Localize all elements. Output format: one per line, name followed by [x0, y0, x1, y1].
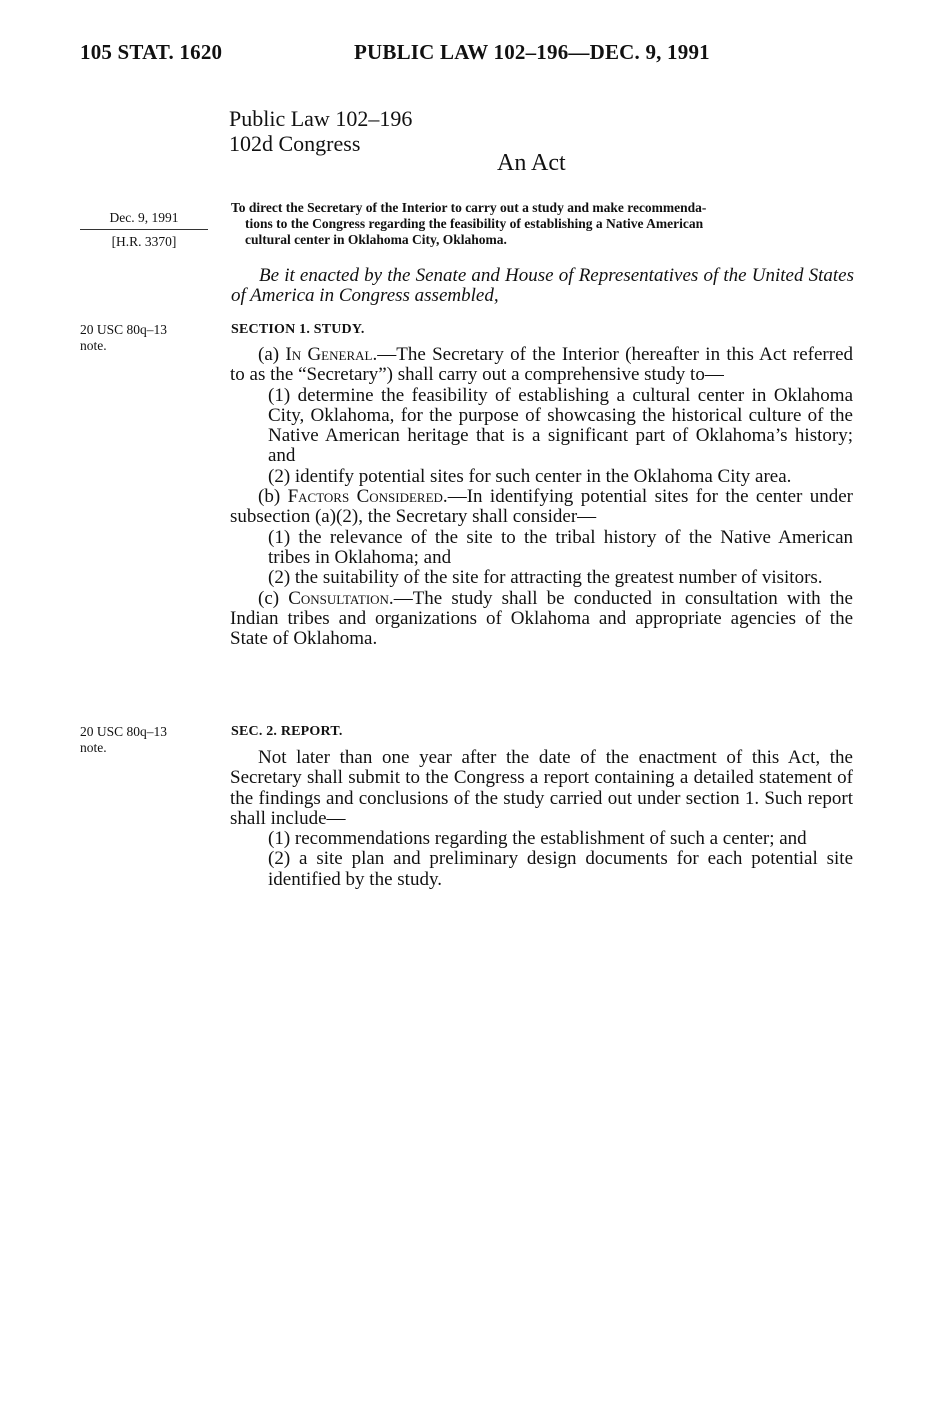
subsection-heading: Factors Considered.: [287, 486, 448, 508]
long-title-line: cultural center in Oklahoma City, Oklahoma.: [245, 232, 507, 247]
subsection-heading: In General.: [285, 344, 378, 365]
margin-note-label: note.: [80, 740, 107, 755]
section-2-body: [230, 748, 853, 890]
section-2-text: Not later than one year after the date of the enactment of this Act, the Secretary shall submit to the Congress a report containing a detailed statement of the findings and conclusions of the study carried out under section 1. Such report shall include—: [230, 747, 853, 829]
margin-date: Dec. 9, 1991: [109, 210, 179, 225]
running-head-page-number: 105 STAT. 1620: [80, 40, 223, 64]
section-2-heading: SEC. 2. REPORT.: [231, 724, 343, 739]
enacting-clause: [231, 266, 854, 306]
subsection-b: [230, 487, 853, 528]
subsection-text: —In identifying potential sites for the center under subsection (a)(2), the Secretary shall consider—: [230, 486, 854, 528]
subsection-label: (c): [258, 587, 289, 609]
subsection-text: —The study shall be conducted in consultation with the Indian tribes and organizations of Oklahoma and appropriate agencies of the State of Oklahoma.: [230, 587, 853, 650]
long-title-line: tions to the Congress regarding the feasibility of establishing a Native American: [245, 216, 704, 231]
paragraph-b2: (2) the suitability of the site for attracting the greatest number of visitors.: [268, 567, 823, 589]
paragraph-b1: (1) the relevance of the site to the tribal history of the Native American tribes in Oklahoma; and: [268, 526, 853, 568]
congress-number: 102d Congress: [229, 131, 361, 156]
section-1-heading: SECTION 1. STUDY.: [231, 322, 365, 337]
an-act-heading: An Act: [497, 150, 566, 176]
margin-note-label: note.: [80, 338, 107, 353]
subsection-label: (b): [258, 486, 288, 508]
subsection-c: [230, 589, 853, 650]
margin-note-citation: 20 USC 80q–13: [80, 322, 168, 337]
subsection-heading: Consultation.: [288, 587, 394, 609]
public-law-number: Public Law 102–196: [229, 106, 413, 131]
paragraph-2-2: (2) a site plan and preliminary design documents for each potential site identified by the study.: [268, 848, 853, 890]
margin-note-citation: 20 USC 80q–13: [80, 724, 168, 739]
margin-bill-number: [H.R. 3370]: [111, 234, 177, 249]
subsection-text: —The Secretary of the Interior (hereafter in this Act referred to as the “Secretary”) shall carry out a comprehensive study to—: [230, 344, 853, 386]
paragraph-2-1: (1) recommendations regarding the establishment of such a center; and: [268, 828, 807, 850]
margin-note-section-1: [80, 322, 167, 354]
long-title: [231, 200, 853, 248]
margin-note-section-2: [80, 724, 167, 756]
long-title-line: To direct the Secretary of the Interior to carry out a study and make recommenda-: [231, 200, 707, 215]
section-1-body: [230, 345, 853, 649]
subsection-a: [230, 345, 853, 386]
title-block: [229, 106, 412, 156]
margin-date-block: [80, 206, 208, 253]
enacting-clause-text: Be it enacted by the Senate and House of Representatives of the United States of America in Congress assembled,: [231, 265, 854, 306]
paragraph-a2: (2) identify potential sites for such center in the Oklahoma City area.: [268, 465, 792, 487]
running-head-title: PUBLIC LAW 102–196—DEC. 9, 1991: [354, 40, 710, 64]
paragraph-a1: (1) determine the feasibility of establishing a cultural center in Oklahoma City, Oklahoma, for the purpose of showcasing the historical culture of the Native American heritage that is a significant part of Oklahoma’s history; and: [268, 384, 853, 467]
subsection-label: (a): [258, 344, 286, 365]
